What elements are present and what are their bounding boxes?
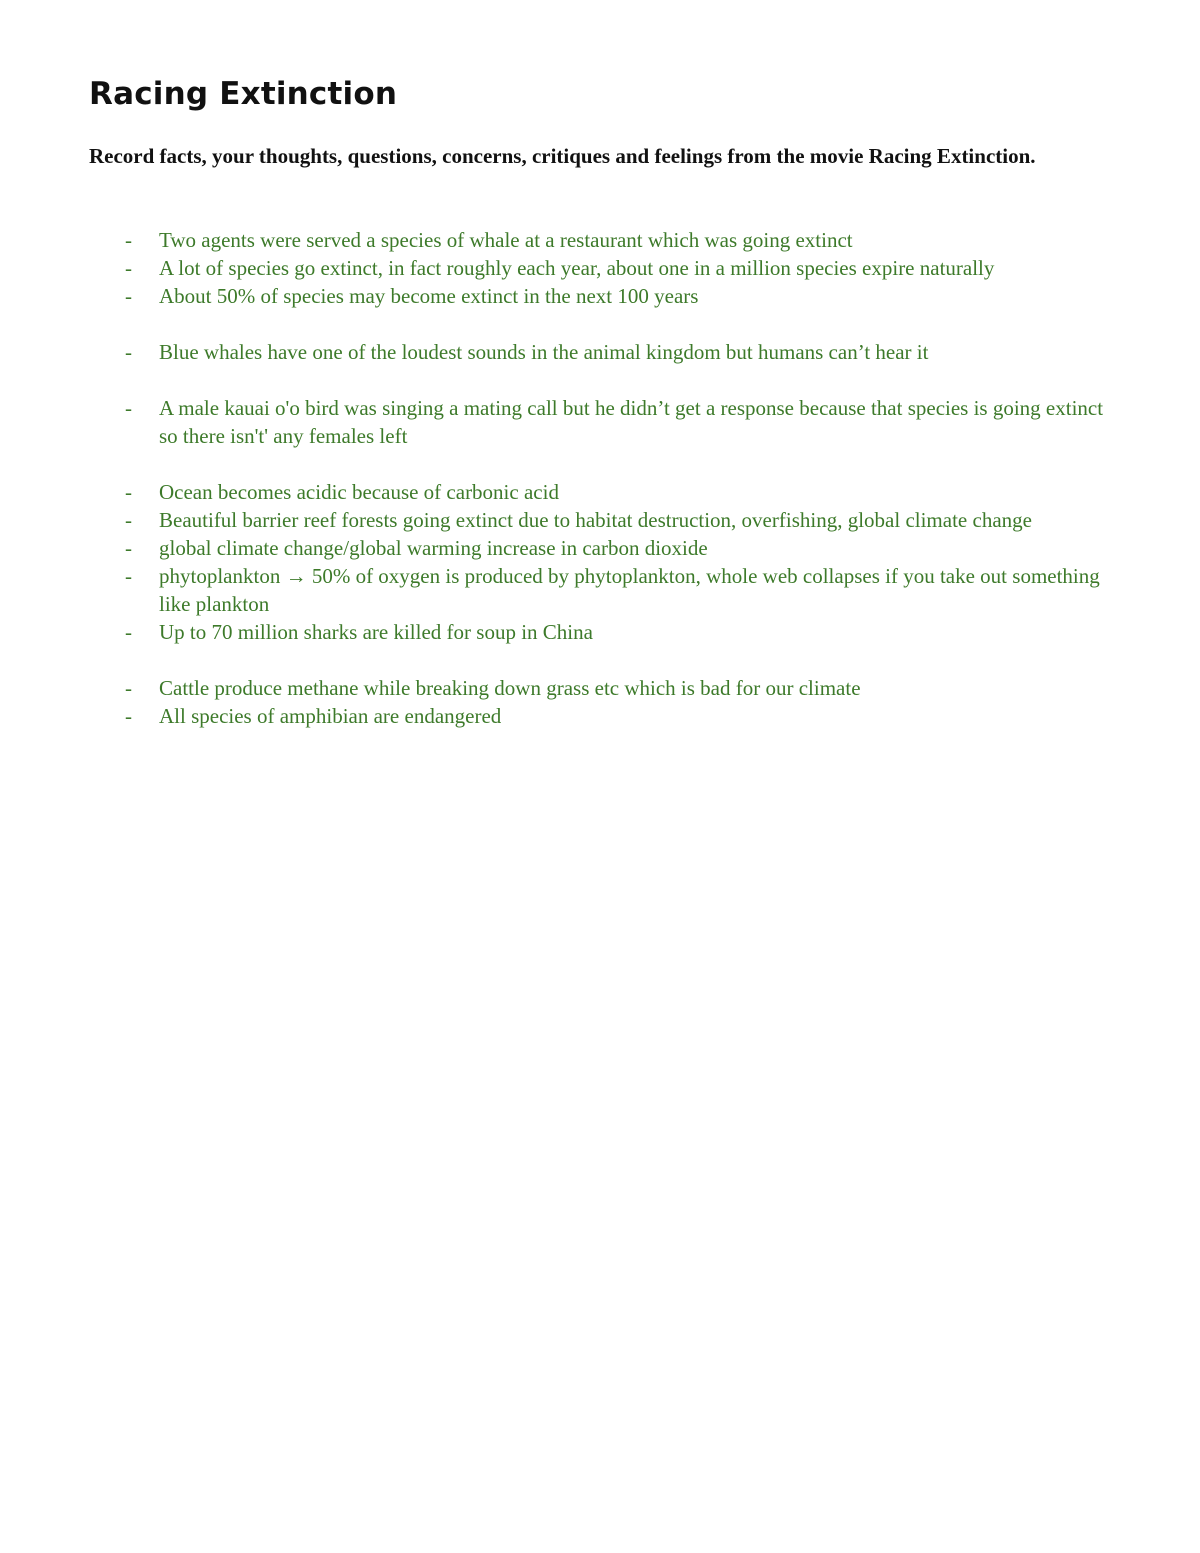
notes-list: [0, 226, 1200, 730]
dash-bullet: -: [125, 480, 132, 504]
note-text: All species of amphibian are endangered: [159, 704, 502, 728]
dash-bullet: -: [125, 396, 132, 420]
dash-bullet: -: [125, 620, 132, 644]
note-group: [0, 394, 1200, 450]
note-group: [0, 674, 1200, 730]
note-group: [0, 226, 1200, 310]
note-item: [0, 534, 1200, 562]
note-item: [0, 254, 1200, 282]
note-text: global climate change/global warming increase in carbon dioxide: [159, 536, 708, 560]
instructions-text: Record facts, your thoughts, questions, concerns, critiques and feelings from the movie Racing Extinction.: [89, 144, 1036, 168]
note-item: [0, 394, 1200, 450]
note-item: [0, 338, 1200, 366]
dash-bullet: -: [125, 536, 132, 560]
note-item: [0, 226, 1200, 254]
note-group: [0, 478, 1200, 646]
note-group: [0, 338, 1200, 366]
note-item: [0, 618, 1200, 646]
note-text: Blue whales have one of the loudest sounds in the animal kingdom but humans can’t hear it: [159, 340, 929, 364]
dash-bullet: -: [125, 704, 132, 728]
note-text: Up to 70 million sharks are killed for soup in China: [159, 620, 593, 644]
dash-bullet: -: [125, 340, 132, 364]
note-text: A male kauai o'o bird was singing a mating call but he didn’t get a response because that species is going extinct so there isn't' any females left: [159, 396, 1104, 448]
note-text: Cattle produce methane while breaking down grass etc which is bad for our climate: [159, 676, 861, 700]
note-item: [0, 282, 1200, 310]
note-item: [0, 702, 1200, 730]
note-item: [0, 506, 1200, 534]
dash-bullet: -: [125, 508, 132, 532]
note-text: phytoplankton → 50% of oxygen is produced by phytoplankton, whole web collapses if you take out something like plankton: [159, 564, 1100, 616]
note-item: [0, 674, 1200, 702]
note-text: Beautiful barrier reef forests going extinct due to habitat destruction, overfishing, global climate change: [159, 508, 1032, 532]
note-item: [0, 478, 1200, 506]
note-text: Two agents were served a species of whale at a restaurant which was going extinct: [159, 228, 853, 252]
note-item: [0, 562, 1200, 618]
note-text: A lot of species go extinct, in fact roughly each year, about one in a million species expire naturally: [159, 256, 995, 280]
dash-bullet: -: [125, 256, 132, 280]
page-title: Racing Extinction: [89, 76, 398, 112]
dash-bullet: -: [125, 564, 132, 588]
dash-bullet: -: [125, 228, 132, 252]
note-text: Ocean becomes acidic because of carbonic acid: [159, 480, 559, 504]
note-text: About 50% of species may become extinct in the next 100 years: [159, 284, 699, 308]
dash-bullet: -: [125, 284, 132, 308]
dash-bullet: -: [125, 676, 132, 700]
